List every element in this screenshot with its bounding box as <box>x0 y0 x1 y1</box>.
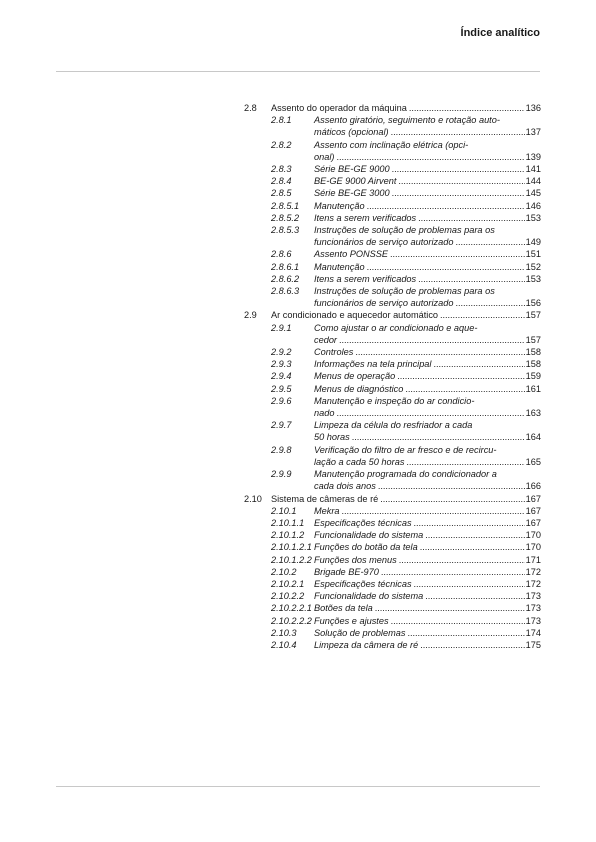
dot-leader <box>350 431 525 443</box>
toc-entry-page[interactable]: 163 <box>525 408 541 419</box>
toc-entry-title-line: Ar condicionado e aquecedor automático <box>271 310 439 321</box>
toc-entry-title-line: Menus de diagnóstico <box>314 383 404 394</box>
toc-entry-page[interactable]: 173 <box>525 615 541 626</box>
dot-leader <box>404 456 525 468</box>
toc-entry-number: 2.9.9 <box>271 469 292 480</box>
dot-leader <box>365 261 525 273</box>
dot-leader <box>373 602 525 614</box>
toc-entry[interactable] <box>244 517 541 529</box>
dot-leader <box>405 627 525 639</box>
toc-entry-title-line: Menus de operação <box>314 371 396 382</box>
toc-entry-title-line: Assento com inclinação elétrica (opci- <box>314 139 469 150</box>
toc-entry-title-line: Série BE-GE 9000 <box>314 164 390 175</box>
dot-leader <box>431 358 525 370</box>
toc-entry-title-line: Itens a serem verificados <box>314 212 417 223</box>
toc-entry[interactable] <box>244 224 541 248</box>
toc-entry-page[interactable]: 167 <box>525 493 541 504</box>
toc-entry-title-line: Funções dos menus <box>314 554 397 565</box>
toc-entry[interactable] <box>244 395 541 419</box>
page-header-title: Índice analítico <box>460 27 540 39</box>
toc-entry-number: 2.8.3 <box>271 164 292 175</box>
toc-entry-page[interactable]: 137 <box>525 127 541 138</box>
toc-entry-number: 2.10.1 <box>271 505 297 516</box>
toc-entry-page[interactable]: 139 <box>525 151 541 162</box>
toc-entry-number: 2.8.6.1 <box>271 261 300 272</box>
dot-leader <box>453 236 525 248</box>
toc-entry[interactable] <box>244 419 541 443</box>
toc-entry-page[interactable]: 170 <box>525 530 541 541</box>
toc-entry-number: 2.10.1.2.2 <box>271 554 312 565</box>
dot-leader <box>418 541 525 553</box>
toc-entry-number: 2.8.5.3 <box>271 225 300 236</box>
dot-leader <box>407 102 525 114</box>
toc-entry[interactable] <box>244 187 541 199</box>
toc-entry-page[interactable]: 149 <box>525 237 541 248</box>
toc-entry[interactable] <box>244 212 541 224</box>
toc-entry[interactable] <box>244 102 541 114</box>
toc-entry-number: 2.10.1.2 <box>271 530 305 541</box>
toc-entry[interactable] <box>244 200 541 212</box>
toc-entry-page[interactable]: 173 <box>525 591 541 602</box>
toc-entry-title-line: Informações na tela principal <box>314 359 432 370</box>
toc-entry[interactable] <box>244 566 541 578</box>
toc-entry-number: 2.8.6.2 <box>271 273 300 284</box>
dot-leader <box>438 309 525 321</box>
toc-entry-number: 2.10.2.2 <box>271 591 305 602</box>
toc-entry-title-line: Assento do operador da máquina <box>271 103 407 113</box>
dot-leader <box>378 493 525 505</box>
dot-leader <box>340 505 525 517</box>
toc-entry-title-line: Especificações técnicas <box>314 517 412 528</box>
toc-entry-page[interactable]: 172 <box>525 578 541 589</box>
toc-entry-title-line: 50 horas <box>314 432 350 443</box>
toc-entry-title-line: BE-GE 9000 Airvent <box>314 176 397 187</box>
toc-entry-page[interactable]: 153 <box>525 212 541 223</box>
dot-leader <box>397 554 525 566</box>
toc-entry-title-line: Manutenção <box>314 261 365 272</box>
toc-entry[interactable] <box>244 309 541 321</box>
toc-entry[interactable] <box>244 602 541 614</box>
toc-entry-page[interactable]: 156 <box>525 298 541 309</box>
toc-entry-number: 2.8.5.2 <box>271 212 300 223</box>
dot-leader <box>416 273 525 285</box>
toc-entry-title-line: Instruções de solução de problemas para os <box>314 225 495 236</box>
dot-leader <box>337 334 525 346</box>
toc-entry-title-line: Série BE-GE 3000 <box>314 188 390 199</box>
toc-entry-number: 2.10.2.1 <box>271 578 305 589</box>
dot-leader <box>412 578 525 590</box>
toc-entry-page[interactable]: 157 <box>525 334 541 345</box>
dot-leader <box>453 297 525 309</box>
toc-entry-page[interactable]: 153 <box>525 273 541 284</box>
toc-entry-title-line: Solução de problemas <box>314 627 406 638</box>
toc-entry-page[interactable]: 170 <box>525 542 541 553</box>
toc-entry-title-line: nado <box>314 408 335 419</box>
toc-entry[interactable] <box>244 346 541 358</box>
toc-entry-title-line: Controles <box>314 347 354 358</box>
toc-entry-title-line: onal) <box>314 151 335 162</box>
toc-entry[interactable] <box>244 261 541 273</box>
toc-entry-title-line: Mekra <box>314 505 340 516</box>
toc-entry-page[interactable]: 173 <box>525 603 541 614</box>
toc-entry-title-line: lação a cada 50 horas <box>314 456 405 467</box>
toc-entry[interactable] <box>244 358 541 370</box>
toc-entry-number: 2.10.2.2.2 <box>271 615 312 626</box>
toc-entry[interactable] <box>244 163 541 175</box>
toc-entry-number: 2.10.4 <box>271 639 297 650</box>
toc-entry-title-line: Manutenção <box>314 200 365 211</box>
toc-entry-title-line: cedor <box>314 334 337 345</box>
toc-entry-title-line: Assento giratório, seguimento e rotação auto- <box>314 115 500 126</box>
toc-entry-number: 2.8.6.3 <box>271 286 300 297</box>
toc-entry-number: 2.9.8 <box>271 444 292 455</box>
toc-entry-title-line: Manutenção e inspeção do ar condicio- <box>314 395 475 406</box>
toc-entry-title-line: Funcionalidade do sistema <box>314 591 424 602</box>
toc-entry[interactable] <box>244 322 541 346</box>
dot-leader <box>389 615 525 627</box>
toc-entry[interactable] <box>244 541 541 553</box>
toc-entry-page[interactable]: 141 <box>525 164 541 175</box>
toc-entry-page[interactable]: 151 <box>525 249 541 260</box>
toc-entry-page[interactable]: 175 <box>525 639 541 650</box>
dot-leader <box>334 151 525 163</box>
toc-entry[interactable] <box>244 627 541 639</box>
toc-entry-title-line: funcionários de serviço autorizado <box>314 298 454 309</box>
toc-entry[interactable] <box>244 505 541 517</box>
toc-entry-page[interactable]: 157 <box>525 310 541 321</box>
toc-entry[interactable] <box>244 639 541 651</box>
toc-entry-number: 2.9.1 <box>271 322 292 333</box>
dot-leader <box>396 175 525 187</box>
toc-entry-title-line: Funções do botão da tela <box>314 542 418 553</box>
toc-entry-number: 2.8.4 <box>271 176 292 187</box>
toc-entry[interactable] <box>244 444 541 468</box>
toc-entry-number: 2.8 <box>244 103 257 113</box>
toc-entry-title-line: Manutenção programada do condicionador a <box>314 469 497 480</box>
toc-entry[interactable] <box>244 493 541 505</box>
toc-entry-page[interactable]: 152 <box>525 261 541 272</box>
toc-entry-title-line: Itens a serem verificados <box>314 273 417 284</box>
toc-entry[interactable] <box>244 114 541 138</box>
toc-entry-number: 2.10.2.2.1 <box>271 603 312 614</box>
toc-entry-title-line: Como ajustar o ar condicionado e aque- <box>314 322 478 333</box>
toc-entry-title-line: Verificação do filtro de ar fresco e de recircu- <box>314 444 497 455</box>
toc-entry-number: 2.9.6 <box>271 395 292 406</box>
toc-entry-number: 2.9.4 <box>271 371 292 382</box>
toc-entry-number: 2.8.5.1 <box>271 200 300 211</box>
toc-entry-title-line: funcionários de serviço autorizado <box>314 237 454 248</box>
toc-entry-page[interactable]: 136 <box>525 103 541 113</box>
toc-entry-number: 2.9 <box>244 310 257 321</box>
toc-entry[interactable] <box>244 175 541 187</box>
toc-entry[interactable] <box>244 529 541 541</box>
dot-leader <box>423 529 525 541</box>
toc-entry[interactable] <box>244 248 541 260</box>
dot-leader <box>379 566 525 578</box>
toc-entry-number: 2.9.7 <box>271 420 292 431</box>
toc-entry-number: 2.9.3 <box>271 359 292 370</box>
toc-entry-page[interactable]: 167 <box>525 517 541 528</box>
dot-leader <box>353 346 525 358</box>
toc-entry-title-line: Limpeza da câmera de ré <box>314 639 419 650</box>
toc-entry-page[interactable]: 144 <box>525 176 541 187</box>
toc-entry-number: 2.8.2 <box>271 139 292 150</box>
dot-leader <box>423 590 525 602</box>
toc-entry-page[interactable]: 164 <box>525 432 541 443</box>
toc-entry-number: 2.10 <box>244 493 262 504</box>
toc-entry-page[interactable]: 174 <box>525 627 541 638</box>
toc-entry[interactable] <box>244 615 541 627</box>
toc-entry-number: 2.9.2 <box>271 347 292 358</box>
toc-entry-title-line: Limpeza da célula do resfriador a cada <box>314 420 473 431</box>
toc-entry[interactable] <box>244 383 541 395</box>
toc-entry[interactable] <box>244 578 541 590</box>
dot-leader <box>334 407 525 419</box>
table-of-contents <box>244 102 541 651</box>
dot-leader <box>389 126 525 138</box>
toc-entry-title-line: Botões da tela <box>314 603 373 614</box>
toc-entry-number: 2.10.1.2.1 <box>271 542 312 553</box>
toc-entry-page[interactable]: 159 <box>525 371 541 382</box>
toc-entry-page[interactable]: 167 <box>525 505 541 516</box>
toc-entry[interactable] <box>244 370 541 382</box>
toc-entry-title-line: Especificações técnicas <box>314 578 412 589</box>
toc-entry[interactable] <box>244 139 541 163</box>
dot-leader <box>418 639 525 651</box>
toc-entry-page[interactable]: 158 <box>525 347 541 358</box>
toc-entry-page[interactable]: 166 <box>525 481 541 492</box>
toc-entry[interactable] <box>244 285 541 309</box>
toc-entry-page[interactable]: 146 <box>525 200 541 211</box>
dot-leader <box>416 212 525 224</box>
dot-leader <box>390 187 525 199</box>
toc-entry-page[interactable]: 158 <box>525 359 541 370</box>
toc-entry-title-line: Instruções de solução de problemas para os <box>314 286 495 297</box>
toc-entry-title-line: Funcionalidade do sistema <box>314 530 424 541</box>
dot-leader <box>395 370 525 382</box>
toc-entry-title-line: Brigade BE-970 <box>314 566 379 577</box>
header-divider <box>56 71 540 72</box>
toc-entry[interactable] <box>244 468 541 492</box>
dot-leader <box>388 248 525 260</box>
toc-entry-number: 2.8.1 <box>271 115 292 126</box>
dot-leader <box>403 383 525 395</box>
toc-entry-number: 2.10.2 <box>271 566 297 577</box>
dot-leader <box>365 200 525 212</box>
dot-leader <box>376 480 525 492</box>
toc-entry-number: 2.8.5 <box>271 188 292 199</box>
toc-entry-page[interactable]: 165 <box>525 456 541 467</box>
toc-entry-number: 2.9.5 <box>271 383 292 394</box>
toc-entry-number: 2.10.3 <box>271 627 297 638</box>
toc-entry-title-line: Funções e ajustes <box>314 615 389 626</box>
toc-entry-page[interactable]: 161 <box>525 383 541 394</box>
dot-leader <box>412 517 525 529</box>
toc-entry[interactable] <box>244 554 541 566</box>
toc-entry-number: 2.8.6 <box>271 249 292 260</box>
toc-entry-title-line: cada dois anos <box>314 481 376 492</box>
toc-entry-page[interactable]: 172 <box>525 566 541 577</box>
toc-entry-number: 2.10.1.1 <box>271 517 305 528</box>
toc-entry-page[interactable]: 145 <box>525 188 541 199</box>
footer-divider <box>56 786 540 787</box>
toc-entry[interactable] <box>244 273 541 285</box>
toc-entry[interactable] <box>244 590 541 602</box>
toc-entry-title-line: Sistema de câmeras de ré <box>271 493 379 504</box>
toc-entry-title-line: máticos (opcional) <box>314 127 389 138</box>
toc-entry-page[interactable]: 171 <box>525 554 541 565</box>
toc-entry-title-line: Assento PONSSE <box>314 249 389 260</box>
dot-leader <box>390 163 525 175</box>
